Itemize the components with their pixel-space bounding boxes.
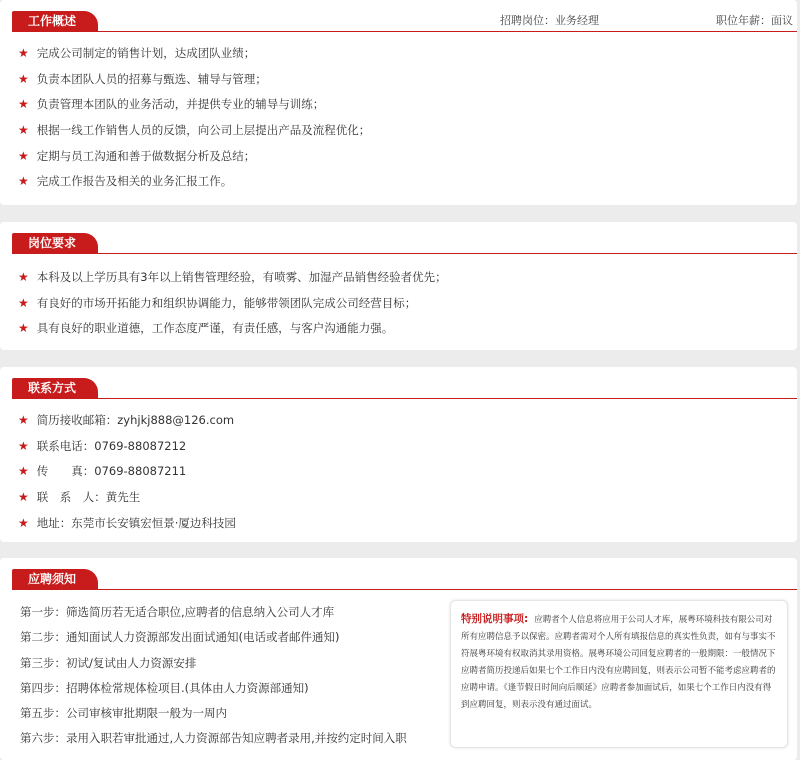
star-icon: ★	[18, 270, 29, 284]
star-icon: ★	[18, 71, 29, 86]
list-item	[18, 122, 370, 148]
contact-fax	[18, 463, 236, 489]
list-item	[18, 45, 370, 71]
requirements-tag: 岗位要求	[12, 233, 98, 253]
requirements-list	[18, 269, 447, 346]
step-item: 第一步：筛选简历若无适合职位,应聘者的信息纳入公司人才库	[20, 605, 335, 619]
salary-label: 职位年薪：面议	[716, 14, 793, 27]
job-overview-header	[0, 0, 797, 26]
star-icon: ★	[18, 97, 29, 112]
list-item	[18, 269, 447, 295]
star-icon: ★	[18, 464, 29, 479]
list-item-text: 根据一线工作销售人员的反馈，向公司上层提出产品及流程优化；	[36, 123, 371, 138]
star-icon: ★	[18, 490, 29, 505]
position-label: 招聘岗位：业务经理	[500, 14, 599, 27]
application-steps	[20, 604, 407, 756]
job-overview-card	[0, 0, 797, 205]
header-rule	[12, 253, 797, 254]
star-icon: ★	[18, 438, 29, 453]
list-item	[18, 320, 447, 346]
requirements-card	[0, 222, 797, 350]
application-header	[0, 558, 797, 584]
application-tag: 应聘须知	[12, 569, 98, 589]
contact-address-text: 地址：东莞市长安镇宏恒景·厦边科技园	[36, 515, 236, 530]
contact-address	[18, 515, 236, 541]
special-notice-box	[450, 600, 788, 748]
star-icon: ★	[18, 123, 29, 138]
header-rule	[12, 398, 797, 399]
notice-text: 应聘者个人信息将应用于公司人才库，展粤环境科技有限公司对所有应聘信息予以保密。应聘者需对个人所有填报信息的真实性负责，如有与事实不符展粤环境有权取消其录用资格。展粤环境公司回复应聘者的一般期限：一般情况下应聘者简历投递后如果七个工作日内没有应聘回复，则表示公司暂不能考虑应聘者的应聘申请。《逢节假日时间向后顺延》应聘者参加面试后，如果七个工作日内没有得到应聘回复，则表示没有通过面试。	[461, 615, 776, 710]
star-icon: ★	[18, 46, 29, 60]
application-card	[0, 558, 797, 760]
list-item	[18, 295, 447, 321]
star-icon: ★	[18, 321, 29, 336]
list-item-text: 完成公司制定的销售计划，达成团队业绩；	[36, 46, 256, 60]
list-item-text: 具有良好的职业道德，工作态度严谨，有责任感，与客户沟通能力强。	[36, 321, 394, 336]
contact-phone-text: 联系电话：0769-88087212	[36, 438, 187, 453]
contact-list	[18, 412, 236, 540]
step-item: 第三步：初试/复试由人力资源安排	[20, 655, 197, 670]
step-item: 第四步：招聘体检常规体检项目.(具体由人力资源部通知)	[20, 680, 309, 695]
step-item: 第二步：通知面试人力资源部发出面试通知(电话或者邮件通知)	[20, 630, 340, 645]
list-item-text: 本科及以上学历具有3年以上销售管理经验，有喷雾、加湿产品销售经验者优先；	[36, 270, 447, 284]
contact-header	[0, 367, 797, 393]
header-rule	[12, 589, 797, 590]
job-overview-list	[18, 45, 370, 199]
star-icon: ★	[18, 295, 29, 310]
requirements-header	[0, 222, 797, 248]
star-icon: ★	[18, 413, 29, 427]
contact-tag: 联系方式	[12, 378, 98, 398]
list-item	[18, 148, 370, 174]
contact-person-text: 联 系 人：黄先生	[36, 490, 141, 505]
list-item	[18, 71, 370, 97]
list-item	[18, 173, 370, 199]
contact-person	[18, 489, 236, 515]
contact-phone	[18, 438, 236, 464]
notice-title: 特别说明事项:	[461, 613, 529, 625]
list-item-text: 负责本团队人员的招募与甄选、辅导与管理；	[36, 71, 267, 86]
list-item-text: 负责管理本团队的业务活动，并提供专业的辅导与训练；	[36, 97, 325, 112]
step-item: 第六步：录用入职若审批通过,人力资源部告知应聘者录用,并按约定时间入职	[20, 731, 407, 746]
list-item-text: 有良好的市场开拓能力和组织协调能力，能够带领团队完成公司经营目标；	[36, 295, 417, 310]
star-icon: ★	[18, 148, 29, 163]
star-icon: ★	[18, 515, 29, 530]
job-overview-tag: 工作概述	[12, 11, 98, 31]
header-rule	[12, 31, 797, 32]
step-item: 第五步：公司审核审批期限一般为一周内	[20, 706, 227, 721]
list-item	[18, 96, 370, 122]
contact-fax-text: 传 真：0769-88087211	[36, 464, 187, 479]
star-icon: ★	[18, 174, 29, 189]
contact-email	[18, 412, 236, 438]
list-item-text: 完成工作报告及相关的业务汇报工作。	[36, 174, 233, 189]
list-item-text: 定期与员工沟通和善于做数据分析及总结；	[36, 148, 256, 163]
contact-email-text: 简历接收邮箱：zyhjkj888@126.com	[36, 413, 235, 427]
contact-card	[0, 367, 797, 542]
